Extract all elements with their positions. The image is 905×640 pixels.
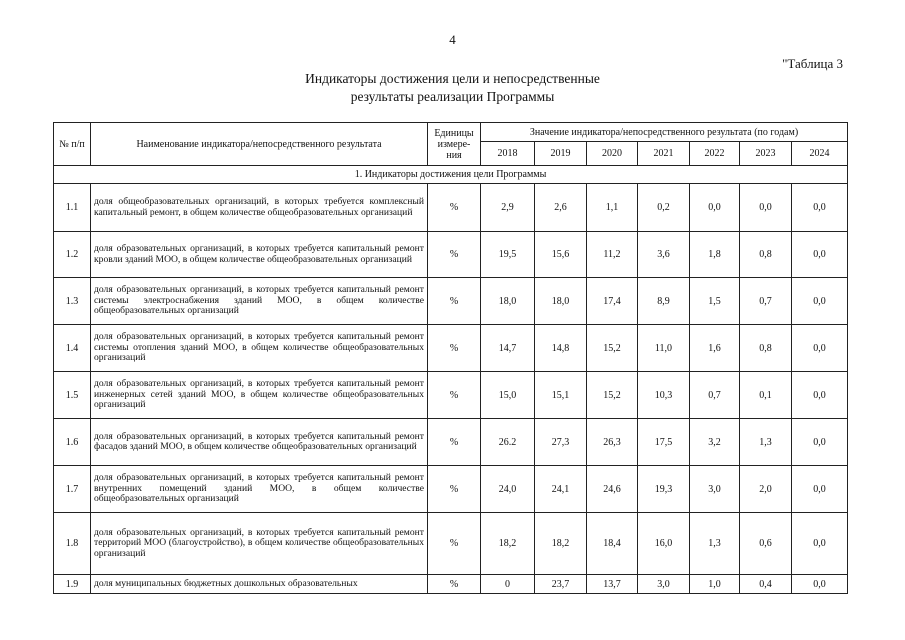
unit-cell: % [428,325,481,372]
section-title: 1. Индикаторы достижения цели Программы [54,166,848,184]
unit-cell: % [428,513,481,575]
value-cell: 23,7 [535,575,587,594]
value-cell: 26,3 [587,419,638,466]
value-cell: 0,0 [792,575,848,594]
value-cell: 8,9 [638,278,690,325]
header-year: 2022 [690,142,740,166]
value-cell: 14,7 [481,325,535,372]
header-name: Наименование индикатора/непосредственного результата [91,123,428,166]
unit-cell: % [428,419,481,466]
row-number: 1.1 [54,184,91,232]
value-cell: 0,0 [792,232,848,278]
header-year: 2018 [481,142,535,166]
table-row [54,575,848,594]
value-cell: 17,5 [638,419,690,466]
table-row [54,325,848,372]
table-row [54,184,848,232]
value-cell: 19,3 [638,466,690,513]
value-cell: 24,0 [481,466,535,513]
value-cell: 24,1 [535,466,587,513]
value-cell: 1,3 [690,513,740,575]
value-cell: 2,6 [535,184,587,232]
value-cell: 1,5 [690,278,740,325]
unit-cell: % [428,372,481,419]
indicator-name: доля образовательных организаций, в которых требуется капитальный ремонт кровли зданий МОО, в общем количестве общеобразовательных организаций [91,232,428,278]
value-cell: 15,1 [535,372,587,419]
value-cell: 0,0 [792,466,848,513]
value-cell: 0,7 [740,278,792,325]
table-row [54,278,848,325]
value-cell: 0,6 [740,513,792,575]
value-cell: 18,0 [481,278,535,325]
value-cell: 0,0 [792,513,848,575]
indicator-name: доля муниципальных бюджетных дошкольных образовательных [91,575,428,594]
value-cell: 27,3 [535,419,587,466]
row-number: 1.8 [54,513,91,575]
value-cell: 0,0 [792,419,848,466]
value-cell: 0,0 [792,184,848,232]
value-cell: 0,1 [740,372,792,419]
header-year: 2019 [535,142,587,166]
header-year: 2021 [638,142,690,166]
value-cell: 0,4 [740,575,792,594]
table-row [54,232,848,278]
indicator-name: доля общеобразовательных организаций, в которых требуется комплексный капитальный ремонт, в общем количестве общеобразовательных организаций [91,184,428,232]
header-unit: Единицы измере-ния [428,123,481,166]
page-number: 4 [449,32,456,47]
indicator-name: доля образовательных организаций, в которых требуется капитальный ремонт системы электроснабжения зданий МОО, в общем количестве общеобразовательных организаций [91,278,428,325]
indicator-name: доля образовательных организаций, в которых требуется капитальный ремонт фасадов зданий МОО, в общем количестве общеобразовательных организаций [91,419,428,466]
unit-cell: % [428,466,481,513]
value-cell: 18,0 [535,278,587,325]
value-cell: 0,0 [792,325,848,372]
unit-cell: % [428,184,481,232]
row-number: 1.3 [54,278,91,325]
value-cell: 3,6 [638,232,690,278]
value-cell: 18,2 [535,513,587,575]
indicator-name: доля образовательных организаций, в которых требуется капитальный ремонт территорий МОО (благоустройство), в общем количестве общеобразовательных организаций [91,513,428,575]
header-year: 2023 [740,142,792,166]
value-cell: 0,8 [740,232,792,278]
value-cell: 10,3 [638,372,690,419]
table-row [54,466,848,513]
table-row [54,513,848,575]
value-cell: 18,4 [587,513,638,575]
value-cell: 2,0 [740,466,792,513]
value-cell: 3,2 [690,419,740,466]
row-number: 1.6 [54,419,91,466]
value-cell: 16,0 [638,513,690,575]
header-year: 2024 [792,142,848,166]
value-cell: 3,0 [690,466,740,513]
value-cell: 18,2 [481,513,535,575]
row-number: 1.2 [54,232,91,278]
value-cell: 1,0 [690,575,740,594]
value-cell: 2,9 [481,184,535,232]
unit-cell: % [428,232,481,278]
title-line-2: результаты реализации Программы [350,89,555,104]
value-cell: 0,0 [690,184,740,232]
table-reference: "Таблица 3 [782,56,843,71]
value-cell: 17,4 [587,278,638,325]
row-number: 1.5 [54,372,91,419]
header-num: № п/п [54,123,91,166]
document-title [0,70,905,106]
value-cell: 0,0 [792,372,848,419]
value-cell: 26.2 [481,419,535,466]
header-values-group: Значение индикатора/непосредственного результата (по годам) [481,123,848,142]
value-cell: 15,2 [587,372,638,419]
table-body [54,184,848,594]
title-line-1: Индикаторы достижения цели и непосредственные [305,71,600,86]
indicator-name: доля образовательных организаций, в которых требуется капитальный ремонт инженерных сетей зданий МОО, в общем количестве общеобразовательных организаций [91,372,428,419]
value-cell: 0 [481,575,535,594]
value-cell: 0,0 [792,278,848,325]
value-cell: 13,7 [587,575,638,594]
header-year: 2020 [587,142,638,166]
value-cell: 3,0 [638,575,690,594]
value-cell: 0,8 [740,325,792,372]
value-cell: 1,3 [740,419,792,466]
row-number: 1.7 [54,466,91,513]
row-number: 1.4 [54,325,91,372]
value-cell: 11,2 [587,232,638,278]
value-cell: 11,0 [638,325,690,372]
value-cell: 24,6 [587,466,638,513]
value-cell: 1,6 [690,325,740,372]
indicators-table [53,122,848,594]
value-cell: 19,5 [481,232,535,278]
value-cell: 0,2 [638,184,690,232]
value-cell: 14,8 [535,325,587,372]
table-row [54,372,848,419]
value-cell: 15,0 [481,372,535,419]
indicator-name: доля образовательных организаций, в которых требуется капитальный ремонт внутренних помещений зданий МОО, в общем количестве общеобразовательных организаций [91,466,428,513]
value-cell: 15,6 [535,232,587,278]
value-cell: 15,2 [587,325,638,372]
value-cell: 0,0 [740,184,792,232]
value-cell: 1,8 [690,232,740,278]
value-cell: 1,1 [587,184,638,232]
unit-cell: % [428,278,481,325]
indicator-name: доля образовательных организаций, в которых требуется капитальный ремонт системы отопления зданий МОО, в общем количестве общеобразовательных организаций [91,325,428,372]
value-cell: 0,7 [690,372,740,419]
unit-cell: % [428,575,481,594]
section-row [54,166,848,184]
table-row [54,419,848,466]
row-number: 1.9 [54,575,91,594]
